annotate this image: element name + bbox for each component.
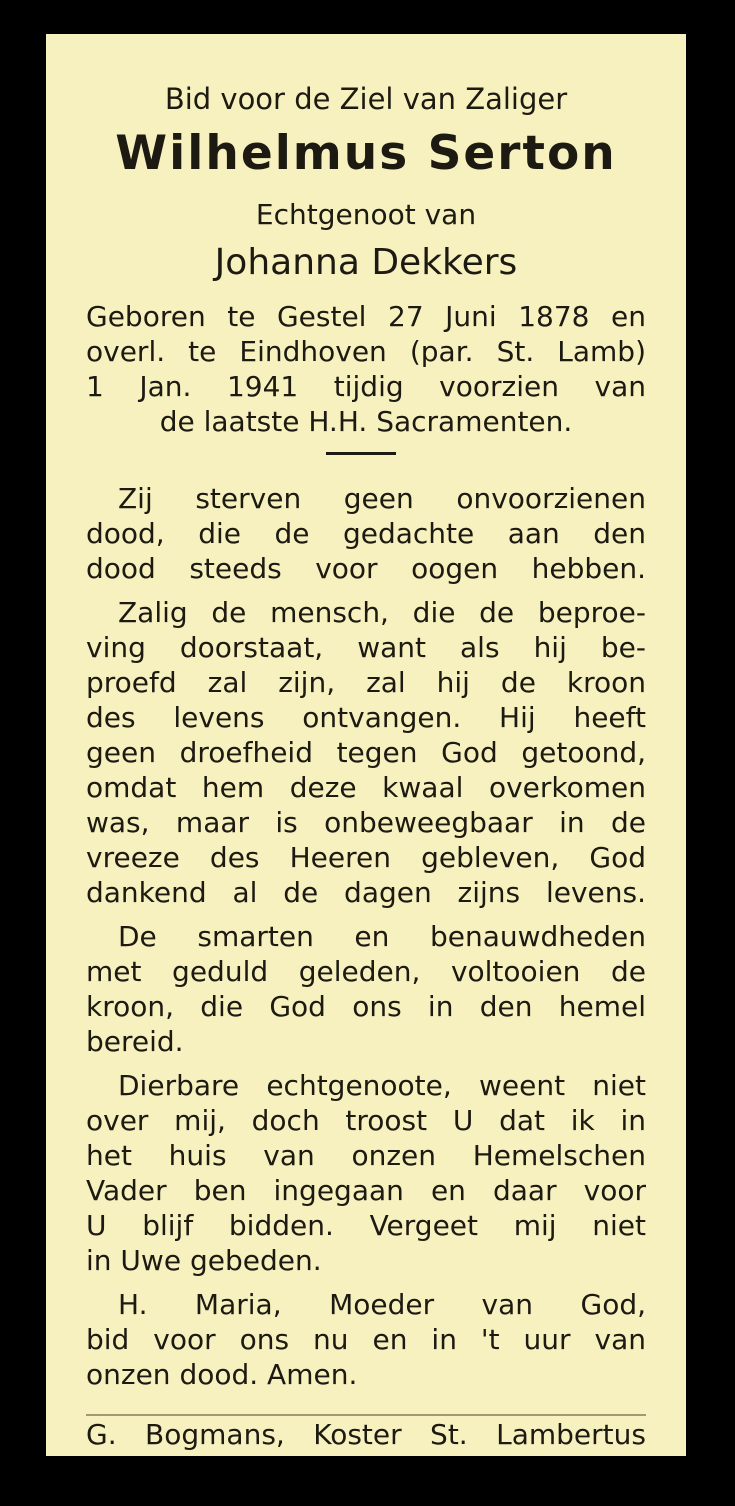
footer-rule [86, 1414, 646, 1416]
text-line: ving doorstaat, want als hij be- [86, 631, 646, 664]
bio-line: Geboren te Gestel 27 Juni 1878 en [86, 300, 646, 333]
text-line: Zij sterven geen onvoorzienen [118, 482, 646, 515]
text-line: Vader ben ingegaan en daar voor [86, 1174, 646, 1207]
text-line: des levens ontvangen. Hij heeft [86, 701, 646, 734]
text-line: De smarten en benauwdheden [118, 920, 646, 953]
text-line: U blijf bidden. Vergeet mij niet [86, 1209, 646, 1242]
text-line: in Uwe gebeden. [86, 1244, 322, 1277]
text-line: bereid. [86, 1025, 184, 1058]
text-line: met geduld geleden, voltooien de [86, 955, 646, 988]
text-line: geen droefheid tegen God getoond, [86, 736, 646, 769]
text-line: bid voor ons nu en in 't uur van [86, 1323, 646, 1356]
text-line: over mij, doch troost U dat ik in [86, 1104, 646, 1137]
relation-line: Echtgenoot van [255, 198, 477, 231]
text-line: dankend al de dagen zijns levens. [86, 876, 646, 909]
text-line: dood, die de gedachte aan den [86, 517, 646, 550]
divider [326, 452, 396, 455]
text-line: kroon, die God ons in den hemel [86, 990, 646, 1023]
text-line: was, maar is onbeweegbaar in de [86, 806, 646, 839]
memorial-card [46, 34, 686, 1456]
text-line: Zalig de mensch, die de beproe- [118, 596, 646, 629]
bio-line: de laatste H.H. Sacramenten. [159, 405, 573, 438]
bio-line: 1 Jan. 1941 tijdig voorzien van [86, 370, 646, 403]
text-line: Dierbare echtgenoote, weent niet [118, 1069, 646, 1102]
prayer-heading: Bid voor de Ziel van Zaliger [164, 82, 568, 116]
text-line: onzen dood. Amen. [86, 1358, 358, 1391]
text-line: proefd zal zijn, zal hij de kroon [86, 666, 646, 699]
deceased-name: Wilhelmus Serton [115, 126, 617, 181]
text-line: vreeze des Heeren gebleven, God [86, 841, 646, 874]
text-line: omdat hem deze kwaal overkomen [86, 771, 646, 804]
text-line: dood steeds voor oogen hebben. [86, 552, 646, 585]
text-line: het huis van onzen Hemelschen [86, 1139, 646, 1172]
spouse-name: Johanna Dekkers [214, 242, 518, 283]
printer-credit: G. Bogmans, Koster St. Lambertus [86, 1418, 646, 1451]
bio-line: overl. te Eindhoven (par. St. Lamb) [86, 335, 646, 368]
text-line: H. Maria, Moeder van God, [118, 1288, 646, 1321]
